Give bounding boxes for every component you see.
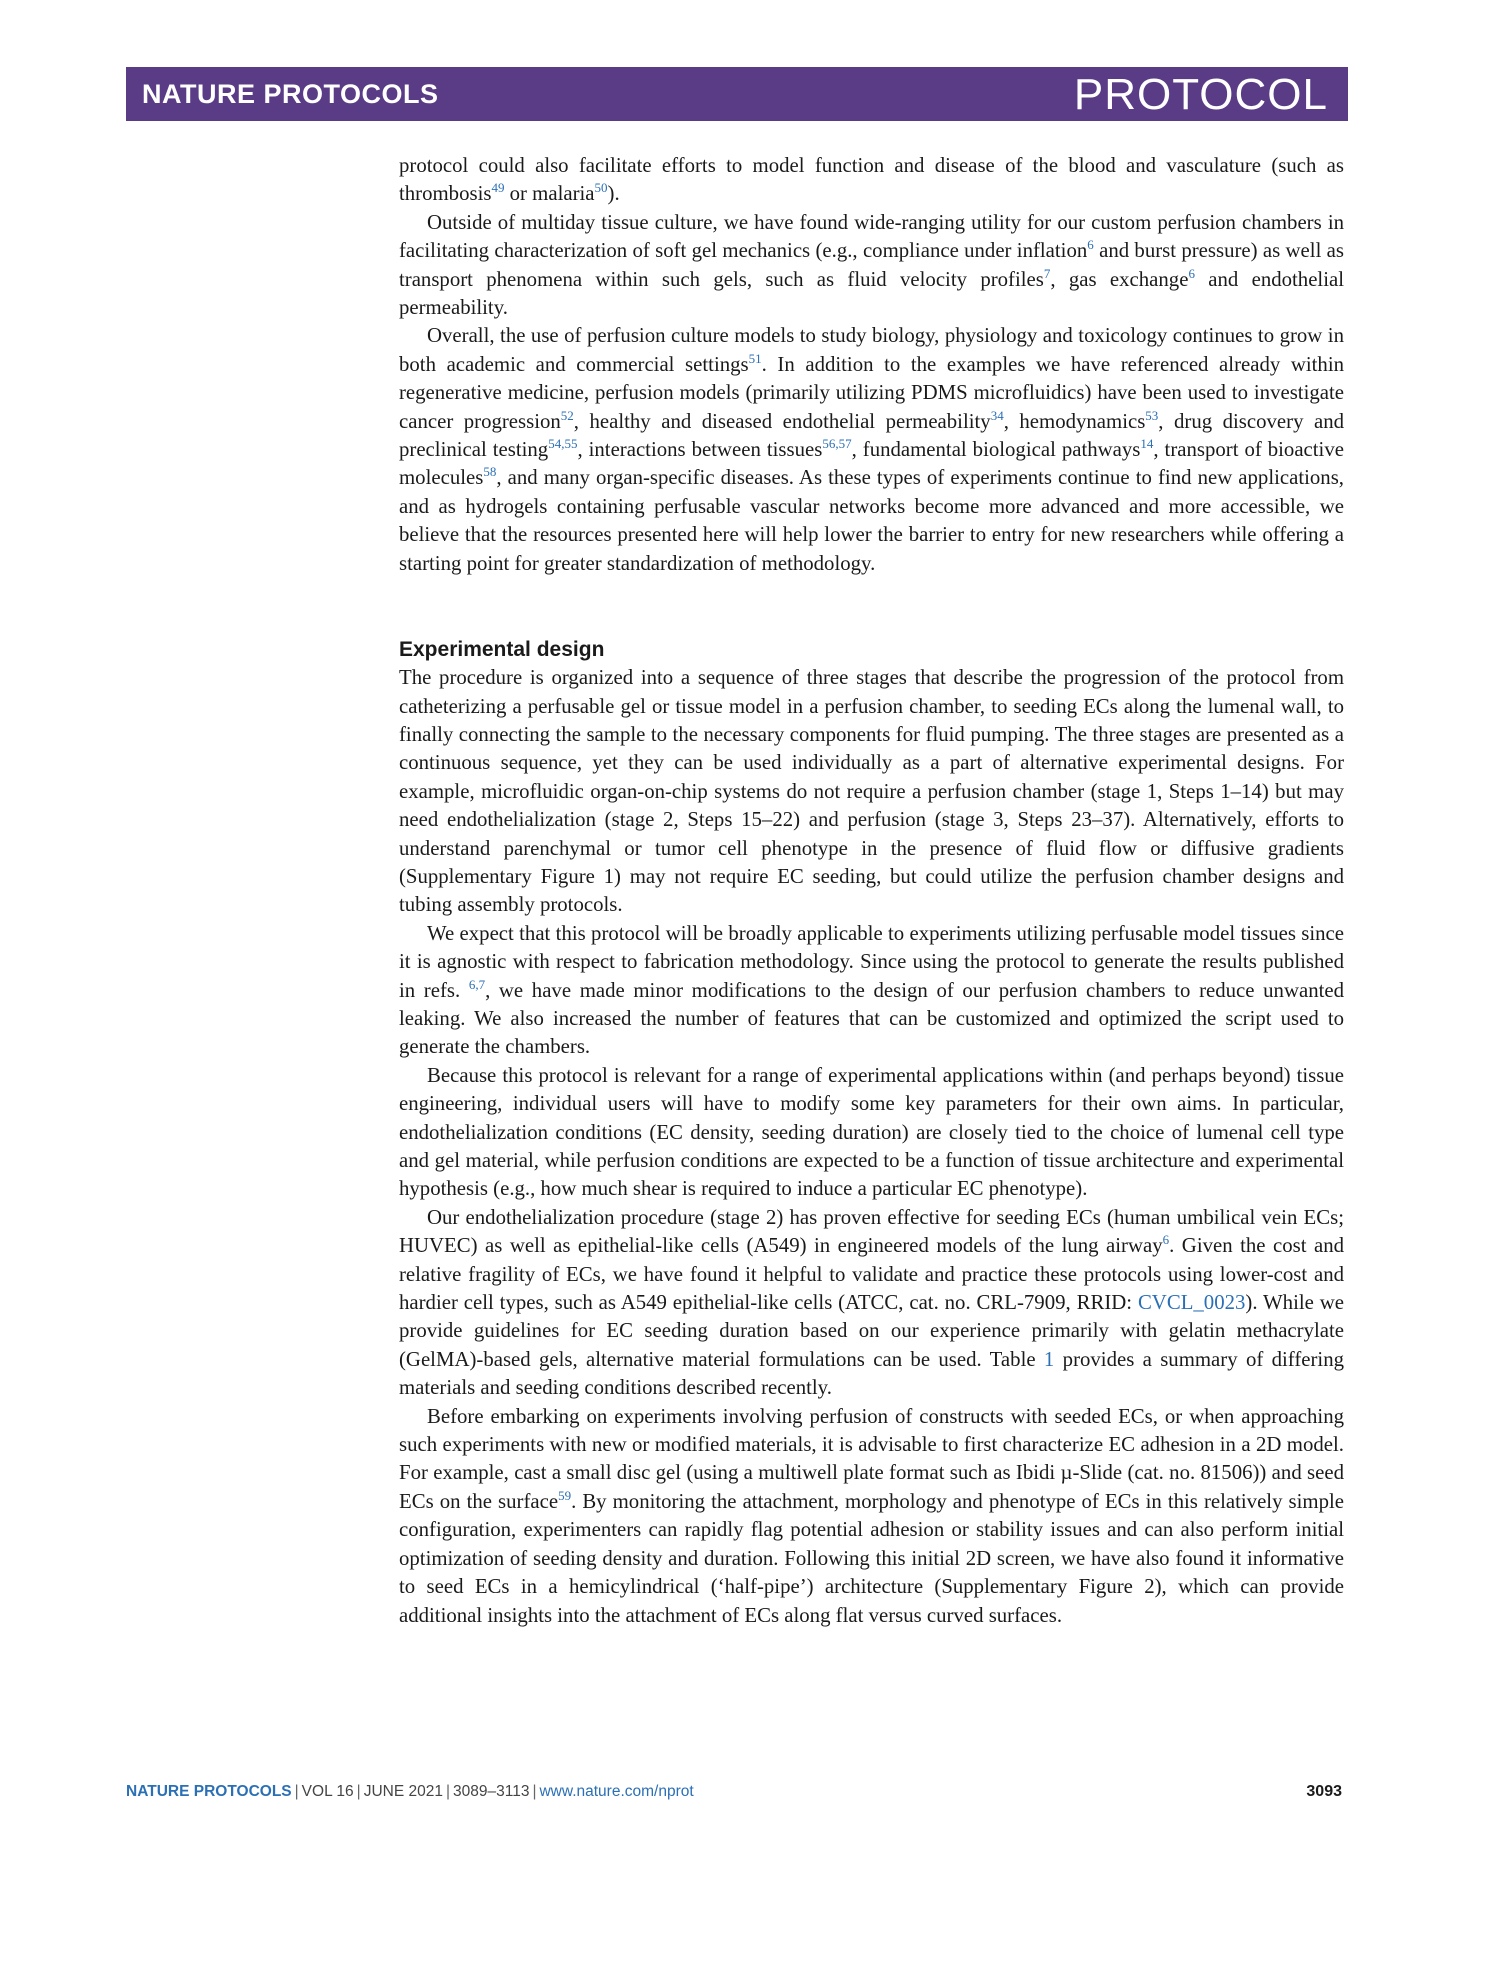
- footer-journal-name: NATURE PROTOCOLS: [126, 1783, 292, 1800]
- citation-link[interactable]: 6,7: [468, 976, 486, 992]
- citation-link[interactable]: 56,57: [822, 436, 852, 452]
- footer-separator: |: [294, 1783, 299, 1800]
- paragraph-continuation: protocol could also facilitate efforts to model function and disease of the blood and vasculature (such as thrombosis$^{49}$ or malaria$^{50}$).: [399, 154, 1344, 206]
- citation-link[interactable]: 6: [1162, 1232, 1170, 1248]
- article-type-label: PROTOCOL: [1073, 70, 1328, 119]
- citation-link[interactable]: 6: [1188, 265, 1195, 281]
- citation-link[interactable]: 51: [748, 350, 762, 366]
- footer-url-link[interactable]: www.nature.com/nprot: [539, 1783, 694, 1800]
- paragraph: Before embarking on experiments involving perfusion of constructs with seeded ECs, or when approaching such experiments with new or modified materials, it is advisable to first characterize EC adhesion in a 2D model. For example, cast a small disc gel (using a multiwell plate format such as Ibidi µ-Slide (cat. no. 81506)) and seed ECs on the surface$^{59}$. By monitoring the attachment, morphology and phenotype of ECs in this relatively simple configuration, experimenters can rapidly flag potential adhesion or stability issues and can also perform initial optimization of seeding density and duration. Following this initial 2D screen, we have also found it informative to seed ECs in a hemicylindrical (‘half-pipe’) architecture (Supplementary Figure 2), which can provide additional insights into the attachment of ECs along flat versus curved surfaces.: [399, 1404, 1344, 1627]
- rrid-link[interactable]: CVCL_0023: [1137, 1291, 1246, 1315]
- footer-separator: |: [356, 1783, 361, 1800]
- journal-header-bar: [126, 67, 1348, 121]
- paragraph: The procedure is organized into a sequence of three stages that describe the progression of the protocol from catheterizing a perfusable gel or tissue model in a perfusion chamber, to seeding ECs along the lumenal wall, to finally connecting the sample to the necessary components for fluid pumping. The three stages are presented as a continuous sequence, yet they can be used individually as a part of alternative experimental designs. For example, microfluidic organ-on-chip systems do not require a perfusion chamber (stage 1, Steps 1–14) but may need endothelialization (stage 2, Steps 15–22) and perfusion (stage 3, Steps 23–37). Alternatively, efforts to understand parenchymal or tumor cell phenotype in the presence of fluid flow or diffusive gradients (Supplementary Figure 1) may not require EC seeding, but could utilize the perfusion chamber designs and tubing assembly protocols.: [399, 666, 1344, 917]
- paragraph: Overall, the use of perfusion culture models to study biology, physiology and toxicology continues to grow in both academic and commercial settings$^{51}$. In addition to the examples we have referenced already within regenerative medicine, perfusion models (primarily utilizing PDMS microfluidics) have been used to investigate cancer progression$^{52}$, healthy and diseased endothelial permeability$^{34}$, hemodynamics$^{53}$, drug discovery and preclinical testing$^{54,55}$, interactions between tissues$^{56,57}$, fundamental biological pathways$^{14}$, transport of bioactive molecules$^{58}$, and many organ-specific diseases. As these types of experiments continue to find new applications, and as hydrogels containing perfusable vascular networks become more advanced and more accessible, we believe that the resources presented here will help lower the barrier to entry for new researchers while offering a starting point for greater standardization of methodology.: [399, 324, 1345, 575]
- citation-link[interactable]: 58: [483, 464, 497, 480]
- table-link[interactable]: 1: [1043, 1347, 1055, 1371]
- citation-link[interactable]: 49: [491, 180, 505, 196]
- citation-link[interactable]: 34: [990, 407, 1004, 423]
- footer-date: JUNE 2021: [363, 1783, 443, 1800]
- citation-link[interactable]: 54,55: [548, 436, 578, 452]
- paragraph: Because this protocol is relevant for a range of experimental applications within (and perhaps beyond) tissue engineering, individual users will have to modify some key parameters for their own aims. In particular, endothelialization conditions (EC density, seeding duration) are closely tied to the choice of lumenal cell type and gel material, while perfusion conditions are expected to be a function of tissue architecture and experimental hypothesis (e.g., how much shear is required to induce a particular EC phenotype).: [399, 1063, 1344, 1201]
- paragraph: Our endothelialization procedure (stage 2) has proven effective for seeding ECs (human umbilical vein ECs; HUVEC) as well as epithelial-like cells (A549) in engineered models of the lung airway$^6$. Given the cost and relative fragility of ECs, we have found it helpful to validate and practice these protocols using lower-cost and hardier cell types, such as A549 epithelial-like cells (ATCC, cat. no. CRL-7909, RRID: CVCL_0023). While we provide guidelines for EC seeding duration based on our experience primarily with gelatin methacrylate (GelMA)-based gels, alternative material formulations can be used. Table 1 provides a summary of differing materials and seeding conditions described recently.: [399, 1205, 1344, 1400]
- section-heading: Experimental design: [399, 638, 605, 662]
- footer-separator: |: [532, 1783, 537, 1800]
- footer-pages: 3089–3113: [453, 1783, 530, 1800]
- page-footer: [126, 1783, 1348, 1801]
- footer-separator: |: [445, 1783, 450, 1800]
- citation-link[interactable]: 14: [1140, 436, 1154, 452]
- citation-link[interactable]: 53: [1145, 407, 1159, 423]
- page-number: 3093: [1306, 1783, 1342, 1800]
- citation-link[interactable]: 50: [594, 180, 608, 196]
- paragraph: We expect that this protocol will be broadly applicable to experiments utilizing perfusable model tissues since it is agnostic with respect to fabrication methodology. Since using the protocol to generate the results published in refs. $^{6,7}$, we have made minor modifications to the design of our perfusion chambers to reduce unwanted leaking. We also increased the number of features that can be customized and optimized the script used to generate the chambers.: [399, 921, 1344, 1059]
- citation-link[interactable]: 52: [560, 407, 574, 423]
- main-text-column: [399, 152, 1344, 1630]
- citation-link[interactable]: 7: [1043, 265, 1051, 281]
- paragraph: Outside of multiday tissue culture, we have found wide-ranging utility for our custom perfusion chambers in facilitating characterization of soft gel mechanics (e.g., compliance under inflation$^6$ and burst pressure) as well as transport phenomena within such gels, such as fluid velocity profiles$^7$, gas exchange$^6$ and endothelial permeability.: [399, 210, 1344, 320]
- citation-link[interactable]: 6: [1087, 237, 1094, 253]
- footer-volume: VOL 16: [301, 1783, 354, 1800]
- citation-link[interactable]: 59: [558, 1487, 572, 1503]
- journal-name: NATURE PROTOCOLS: [142, 79, 439, 109]
